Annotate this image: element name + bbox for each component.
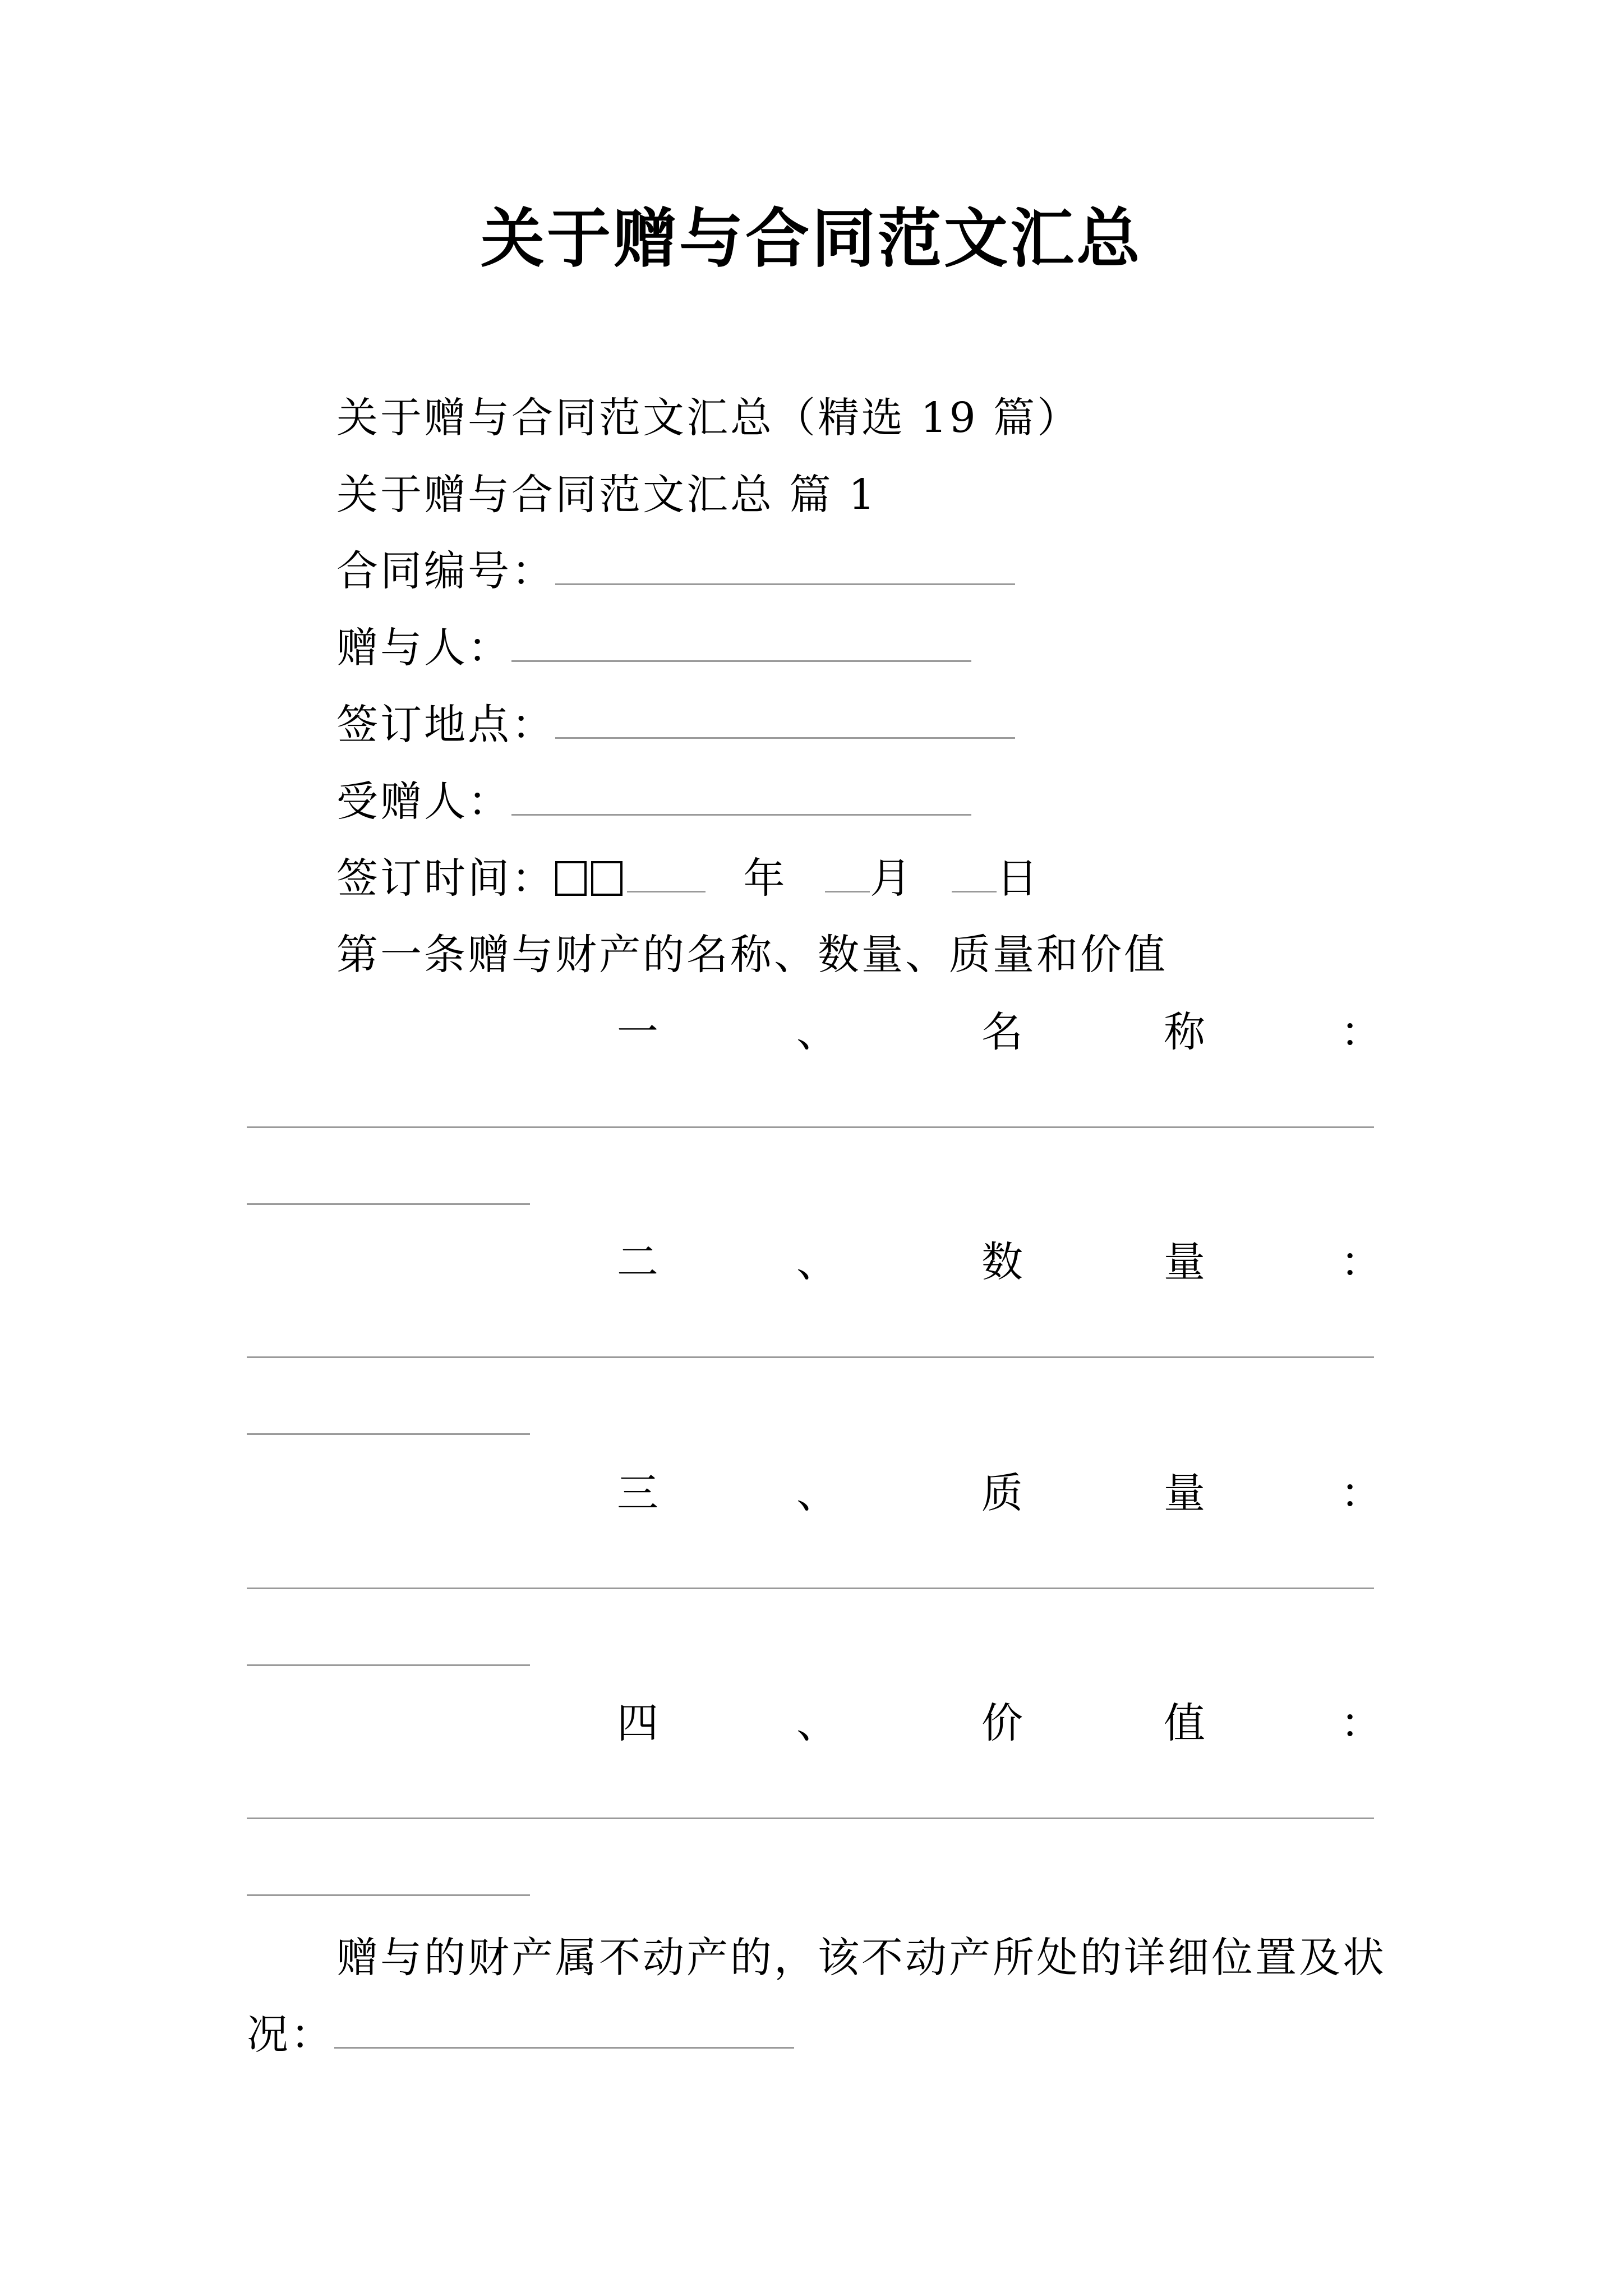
fill-line: [247, 1818, 1374, 1819]
fill-line: [247, 1203, 530, 1205]
item-number: 三: [617, 1469, 658, 1517]
realestate-label: 况：: [247, 2010, 334, 2059]
item-colon: ：: [1340, 1238, 1382, 1286]
day-blank: [952, 886, 997, 892]
fill-line: [247, 1433, 530, 1435]
fill-line: [247, 1356, 1374, 1358]
item-colon: ：: [1340, 1699, 1382, 1747]
fill-line: [247, 1126, 1374, 1128]
donor-field: [336, 620, 971, 676]
item-char: 价: [981, 1699, 1023, 1747]
placeholder-box: [591, 861, 623, 896]
item-colon: ：: [1340, 1469, 1382, 1517]
item-separator: 、: [796, 1008, 838, 1056]
placeholder-box: [555, 861, 587, 896]
item-separator: 、: [796, 1469, 838, 1517]
realestate-paragraph-line-2: [247, 2007, 794, 2063]
item-char: 名: [981, 1008, 1023, 1056]
place-blank: [555, 733, 1015, 739]
sign-time-field: [336, 850, 1040, 907]
contract-number-field: [336, 543, 1015, 599]
item-char: 称: [1164, 1008, 1205, 1056]
section-heading: 关于赠与合同范文汇总 篇 1: [336, 471, 878, 519]
item-number: 二: [617, 1238, 658, 1286]
document-title: 关于赠与合同范文汇总: [480, 201, 1142, 276]
donor-label: 赠与人：: [336, 624, 511, 672]
fill-line: [247, 1664, 530, 1666]
realestate-blank: [334, 2042, 794, 2049]
month-blank: [825, 886, 870, 892]
month-label: 月: [870, 854, 914, 903]
item-number: 四: [617, 1699, 658, 1747]
item-char: 质: [981, 1469, 1023, 1517]
donee-field: [336, 774, 971, 830]
item-colon: ：: [1340, 1008, 1382, 1056]
item-char: 量: [1164, 1238, 1205, 1286]
document-subtitle: 关于赠与合同范文汇总（精选 19 篇）: [336, 394, 1081, 442]
item-number: 一: [617, 1008, 658, 1056]
donee-blank: [511, 809, 971, 816]
place-field: [336, 697, 1015, 753]
year-blank: [627, 886, 706, 892]
item-separator: 、: [796, 1238, 838, 1286]
contract-number-blank: [555, 579, 1015, 585]
item-char: 数: [981, 1238, 1023, 1286]
contract-number-label: 合同编号：: [336, 547, 555, 595]
donee-label: 受赠人：: [336, 777, 511, 826]
place-label: 签订地点：: [336, 701, 555, 749]
realestate-paragraph-line-1: 赠与的财产属不动产的，该不动产所处的详细位置及状: [336, 1934, 1386, 1982]
sign-time-label: 签订时间：: [336, 854, 555, 903]
donor-blank: [511, 656, 971, 662]
item-char: 值: [1164, 1699, 1205, 1747]
item-separator: 、: [796, 1699, 838, 1747]
fill-line: [247, 1894, 530, 1896]
article-1-heading: 第一条赠与财产的名称、数量、质量和价值: [336, 931, 1168, 979]
item-char: 量: [1164, 1469, 1205, 1517]
day-label: 日: [996, 854, 1040, 903]
year-label: 年: [743, 854, 787, 903]
fill-line: [247, 1588, 1374, 1589]
